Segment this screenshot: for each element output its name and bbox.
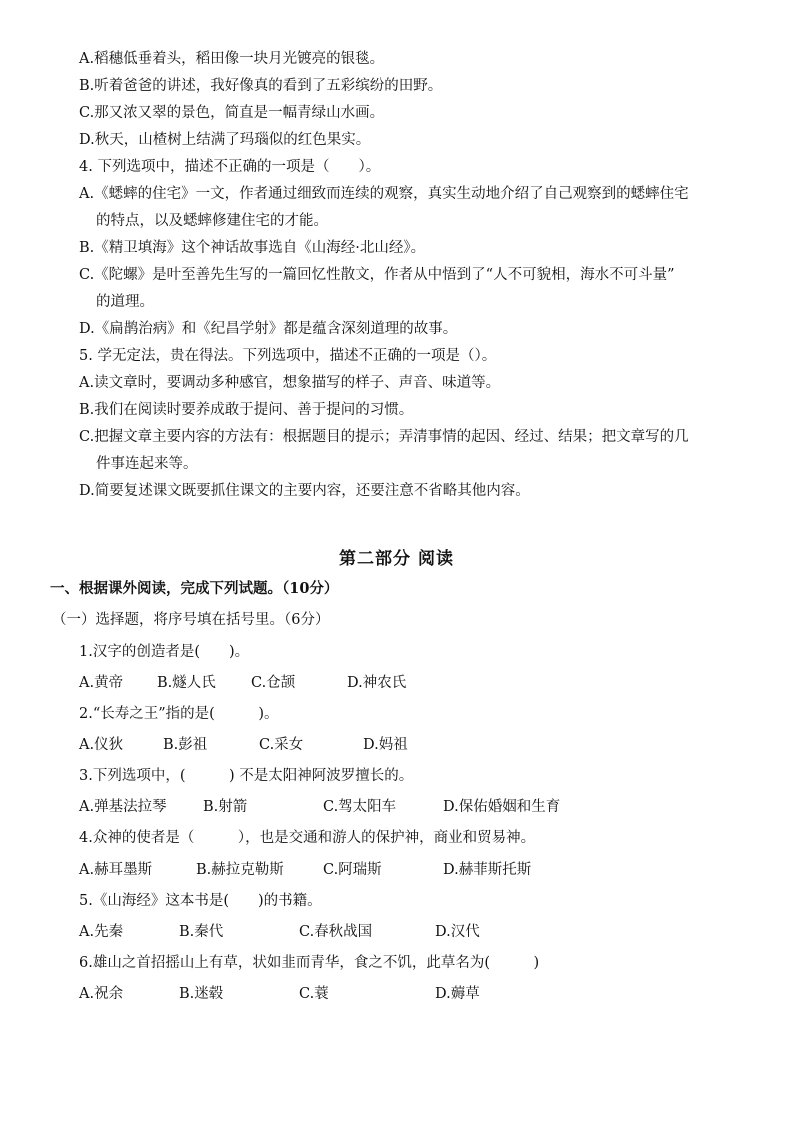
q4-option-c-line2: 的道理。	[96, 294, 154, 310]
q4-stem: 4. 下列选项中，描述不正确的一项是（ ）。	[79, 159, 381, 175]
reading-q3-option-b: B.射箭	[203, 799, 248, 815]
reading-q3-stem: 3.下列选项中，( ) 不是太阳神阿波罗擅长的。	[79, 768, 414, 784]
reading-q1-option-d: D.神农氏	[347, 675, 407, 691]
reading-q6-stem: 6.雄山之首招摇山上有草，状如韭而青华，食之不饥，此草名为( )	[79, 955, 540, 971]
reading-q2-stem: 2.“长寿之王”指的是( )。	[79, 706, 279, 722]
section-heading: 一、根据课外阅读，完成下列试题。（10分）	[50, 580, 339, 597]
sub-heading: （一）选择题，将序号填在括号里。（6分）	[52, 612, 330, 628]
reading-q2-option-a: A.仪狄	[79, 737, 124, 753]
reading-q4-stem: 4.众神的使者是（ ），也是交通和游人的保护神，商业和贸易神。	[79, 830, 536, 846]
reading-q3-option-d: D.保佑婚姻和生育	[443, 799, 561, 815]
q3-option-c: C.那又浓又翠的景色，简直是一幅青绿山水画。	[79, 105, 385, 121]
reading-q1-option-b: B.燧人氏	[157, 675, 216, 691]
reading-q6-option-a: A.祝余	[79, 986, 124, 1002]
q5-option-a: A.读文章时，要调动多种感官，想象描写的样子、声音、味道等。	[79, 375, 501, 391]
reading-q6-option-d: D.薅草	[435, 986, 480, 1002]
reading-q4-option-a: A.赫耳墨斯	[79, 862, 153, 878]
reading-q3-option-c: C.驾太阳车	[323, 799, 397, 815]
reading-q3-option-a: A.弹基法拉琴	[79, 799, 167, 815]
reading-q1-stem: 1.汉字的创造者是( )。	[79, 644, 250, 660]
reading-q5-option-a: A.先秦	[79, 924, 124, 940]
q4-option-c-line1: C.《陀螺》是叶至善先生写的一篇回忆性散文，作者从中悟到了“人不可貌相，海水不可斗量”	[79, 267, 675, 283]
reading-q5-stem: 5.《山海经》这本书是( )的书籍。	[79, 893, 322, 909]
q4-option-a-line1: A.《蟋蟀的住宅》一文，作者通过细致而连续的观察，真实生动地介绍了自己观察到的蟋蟀住宅	[79, 186, 689, 202]
reading-q5-option-b: B.秦代	[179, 924, 224, 940]
q3-option-b: B.听着爸爸的讲述，我好像真的看到了五彩缤纷的田野。	[79, 78, 443, 94]
reading-q6-option-c: C.蓑	[299, 986, 329, 1002]
reading-q2-option-c: C.采女	[259, 737, 304, 753]
q3-option-d: D.秋天，山楂树上结满了玛瑙似的红色果实。	[79, 132, 371, 148]
reading-q6-option-b: B.迷毂	[179, 986, 224, 1002]
q5-stem: 5. 学无定法，贵在得法。下列选项中，描述不正确的一项是（）。	[79, 348, 497, 364]
reading-q4-option-d: D.赫菲斯托斯	[443, 862, 532, 878]
q5-option-c-line2: 件事连起来等。	[96, 456, 198, 472]
reading-q1-option-c: C.仓颉	[251, 675, 296, 691]
reading-q2-option-d: D.妈祖	[363, 737, 408, 753]
q4-option-a-line2: 的特点，以及蟋蟀修建住宅的才能。	[96, 213, 328, 229]
reading-q5-option-c: C.春秋战国	[299, 924, 373, 940]
reading-q1-option-a: A.黄帝	[79, 675, 124, 691]
q4-option-b: B.《精卫填海》这个神话故事选自《山海经·北山经》。	[79, 240, 426, 256]
q5-option-b: B.我们在阅读时要养成敢于提问、善于提问的习惯。	[79, 402, 414, 418]
reading-q4-option-b: B.赫拉克勒斯	[196, 862, 284, 878]
part2-title: 第二部分 阅读	[339, 549, 454, 569]
q4-option-d: D.《扁鹊治病》和《纪昌学射》都是蕴含深刻道理的故事。	[79, 321, 458, 337]
q5-option-d: D.简要复述课文既要抓住课文的主要内容，还要注意不省略其他内容。	[79, 483, 530, 499]
reading-q5-option-d: D.汉代	[435, 924, 480, 940]
q5-option-c-line1: C.把握文章主要内容的方法有：根据题目的提示；弄清事情的起因、经过、结果；把文章写的几	[79, 429, 689, 445]
reading-q4-option-c: C.阿瑞斯	[323, 862, 382, 878]
q3-option-a: A.稻穗低垂着头，稻田像一块月光镀亮的银毯。	[79, 51, 385, 67]
reading-q2-option-b: B.彭祖	[163, 737, 208, 753]
